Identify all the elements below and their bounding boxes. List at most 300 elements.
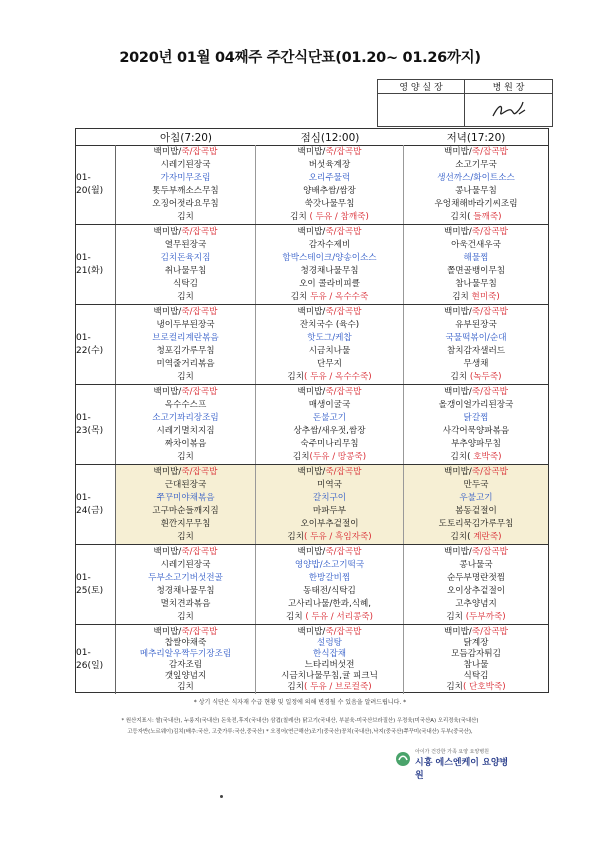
menu-item-text: 아욱건새우국 xyxy=(451,240,501,251)
menu-item-text: 메추리알우짝두기장조림 xyxy=(139,648,232,659)
menu-item-text: 죽 xyxy=(181,387,190,398)
menu-item-text: 김치 xyxy=(450,371,470,382)
menu-item xyxy=(313,649,346,659)
menu-item-text: 국물떡볶이/순대 xyxy=(445,333,507,344)
menu-item-text: 김치( xyxy=(450,211,474,222)
menu-item-text: /잡곡밥 xyxy=(333,387,362,398)
breakfast-cell xyxy=(116,145,256,224)
menu-item xyxy=(464,253,489,263)
menu-item-text: 부추양파무침 xyxy=(451,438,501,449)
menu-item-text: 죽 xyxy=(181,547,190,558)
menu-item-text: 핫도그/케찹 xyxy=(307,333,352,344)
menu-item-text: 감자조림 xyxy=(168,660,203,671)
approval-box xyxy=(377,79,553,127)
menu-item-text: 죽 xyxy=(325,626,334,637)
menu-item xyxy=(288,599,371,609)
menu-item-text: 죽 xyxy=(325,467,334,478)
day-date: 01-26(일) xyxy=(76,625,116,694)
hospital-logo xyxy=(395,748,515,781)
dietitian-signature-cell xyxy=(378,94,465,126)
menu-item-text: /잡곡밥 xyxy=(333,467,362,478)
menu-item xyxy=(300,519,358,529)
menu-item-text: 백미밥/ xyxy=(297,147,326,158)
menu-item-text: 참치감자샐러드 xyxy=(446,345,506,356)
header-dinner: 저녁(17:20) xyxy=(446,131,506,144)
dinner-cell xyxy=(404,225,548,304)
lunch-cell xyxy=(256,145,404,224)
page-title: 2020년 01월 04째주 주간식단표(01.20~ 01.26까지) xyxy=(119,50,481,66)
menu-item xyxy=(444,627,508,637)
day-date: 01-20(월) xyxy=(76,145,116,224)
menu-item xyxy=(309,573,351,583)
origin-line-2: 고등자반(노르웨이)김치(배추:국산, 고춧가루:국산,중국산) * 오징어(연근해산)조기(중국산)꽁치(국내산),낙지(중국산)쭈꾸미(국내산) 두부(중국산), xyxy=(127,729,473,735)
menu-item-text: 백미밥/ xyxy=(444,626,472,637)
menu-item xyxy=(447,573,505,583)
menu-item-text: 백미밥/ xyxy=(153,626,182,637)
menu-item-text: (두유 / 땅콩죽) xyxy=(309,451,367,462)
menu-item-text: 양배추쌈/쌈장 xyxy=(303,185,356,196)
menu-item-text: 올갱이얼가리된장국 xyxy=(438,400,514,411)
menu-item-text: 유부된장국 xyxy=(455,320,497,331)
menu-item xyxy=(444,307,508,317)
day-date: 01-21(화) xyxy=(76,225,116,304)
menu-item-text: 김치 xyxy=(177,682,194,693)
menu-item-text: 잔치국수 (육수) xyxy=(299,320,360,331)
menu-item-text: 죽 xyxy=(181,307,190,318)
menu-item-text: ( 두유 / 옥수수죽) xyxy=(304,371,372,382)
menu-item-text: 백미밥/ xyxy=(153,227,182,238)
menu-item xyxy=(298,227,362,237)
menu-item-text: 백미밥/ xyxy=(444,467,472,478)
menu-item-text: 김치돈육지짐 xyxy=(160,253,211,264)
menu-item xyxy=(154,467,218,477)
menu-item-text: 쑥갓나물무침 xyxy=(304,198,355,209)
menu-item-text: 들깨죽) xyxy=(473,211,502,222)
menu-item xyxy=(154,547,218,557)
menu-item xyxy=(298,147,362,157)
menu-item xyxy=(459,560,492,570)
menu-item-text: 김치 xyxy=(287,682,304,693)
day-meals xyxy=(116,305,548,384)
menu-item xyxy=(434,199,517,209)
menu-item xyxy=(169,660,202,670)
menu-item xyxy=(156,586,214,596)
change-notice: * 상기 식단은 식자재 수급 현황 및 일정에 의해 변경될 수 있음을 알려드립니다. * xyxy=(193,699,407,706)
menu-item xyxy=(447,346,505,356)
menu-item-text: 근대된장국 xyxy=(164,480,207,491)
day-row xyxy=(76,545,548,625)
header-lunch: 점심(12:00) xyxy=(300,131,360,144)
menu-item-text: 오징어젓라요무침 xyxy=(152,198,219,209)
menu-item xyxy=(165,266,207,276)
dietitian-label: 영 양 실 장 xyxy=(378,80,465,94)
hospital-slogan: 아이가 건강한 가족 요양 요양병원 xyxy=(415,749,489,755)
menu-item xyxy=(140,649,231,659)
menu-item xyxy=(290,212,369,222)
menu-item xyxy=(446,682,505,692)
menu-item xyxy=(444,147,508,157)
menu-item xyxy=(313,413,346,423)
menu-item xyxy=(451,532,502,542)
menu-item xyxy=(287,532,371,542)
menu-item-text: 해물찜 xyxy=(463,253,489,264)
menu-item xyxy=(165,480,207,490)
menu-item xyxy=(455,279,497,289)
day-meals xyxy=(116,625,548,694)
menu-item-text: /잡곡밥 xyxy=(480,307,508,318)
menu-item-text: /잡곡밥 xyxy=(480,467,508,478)
menu-item-text: 현미죽) xyxy=(471,291,500,302)
menu-item xyxy=(156,426,214,436)
menu-item-text: 계란죽) xyxy=(473,531,502,542)
menu-item-text: 갯잎양념지 xyxy=(164,671,207,682)
menu-item xyxy=(451,240,501,250)
menu-item-text: /잡곡밥 xyxy=(189,147,218,158)
menu-item-text: 동태전/식탁김 xyxy=(303,585,356,596)
menu-item xyxy=(300,320,359,330)
menu-item xyxy=(313,506,346,516)
menu-item xyxy=(305,660,355,670)
menu-item xyxy=(152,333,218,343)
menu-item-text: 김치 xyxy=(177,451,194,462)
menu-item-text: 멸치견과볶음 xyxy=(160,598,211,609)
menu-item-text: 소고기무국 xyxy=(455,160,497,171)
lunch-cell xyxy=(256,465,404,544)
menu-item-text: 시레기된장국 xyxy=(160,160,211,171)
menu-item-text: 우불고기 xyxy=(459,493,493,504)
menu-item xyxy=(455,160,497,170)
menu-item xyxy=(293,426,365,436)
breakfast-cell xyxy=(116,385,256,464)
menu-item-text: 백미밥/ xyxy=(297,547,326,558)
lunch-cell xyxy=(256,305,404,384)
menu-item xyxy=(464,638,489,648)
menu-item-text: /잡곡밥 xyxy=(480,147,508,158)
menu-item-text: 김치 xyxy=(452,291,472,302)
menu-item-text: 냉이두부된장국 xyxy=(156,320,215,331)
menu-item xyxy=(455,320,497,330)
menu-item-text: ( 두유 / 브로컬죽) xyxy=(304,682,372,693)
menu-item-text: 모듬감자튀김 xyxy=(451,648,501,659)
menu-item-text: 김치 xyxy=(286,611,306,622)
menu-item xyxy=(444,227,508,237)
menu-item-text: /잡곡밥 xyxy=(333,227,362,238)
menu-item-text: 생선까스/화이트소스 xyxy=(437,173,515,184)
menu-item-text: 백미밥/ xyxy=(153,387,182,398)
menu-item-text: 시금치나물 xyxy=(308,345,351,356)
menu-item-text: 소고기꽈리장조림 xyxy=(152,413,219,424)
menu-item xyxy=(446,612,505,622)
day-row xyxy=(76,305,548,385)
menu-item-text: (두부까죽) xyxy=(465,611,506,622)
dinner-cell xyxy=(404,545,548,624)
menu-item xyxy=(177,452,194,462)
menu-item-text: 열무된장국 xyxy=(164,240,207,251)
menu-item xyxy=(165,400,207,410)
menu-item-text: 김치 xyxy=(177,611,194,622)
menu-item-text: /잡곡밥 xyxy=(480,387,508,398)
day-meals xyxy=(116,385,548,464)
menu-item xyxy=(148,573,223,583)
dinner-cell xyxy=(404,465,548,544)
menu-item-text: 식탁김 xyxy=(173,278,198,289)
menu-item-text: 감자수제비 xyxy=(308,240,351,251)
menu-item-text: 쫄면골뱅이무침 xyxy=(446,265,506,276)
day-date: 01-23(목) xyxy=(76,385,116,464)
menu-item xyxy=(439,400,514,410)
header-date xyxy=(76,129,116,145)
menu-item-text: /잡곡밥 xyxy=(480,626,508,637)
menu-item xyxy=(152,506,218,516)
menu-item-text: /잡곡밥 xyxy=(333,626,362,637)
day-row xyxy=(76,465,548,545)
menu-item xyxy=(295,560,364,570)
menu-item xyxy=(287,682,371,692)
menu-item xyxy=(298,467,362,477)
menu-item xyxy=(156,320,214,330)
menu-item xyxy=(161,173,211,183)
menu-item-text: 단무지 xyxy=(317,358,342,369)
menu-item xyxy=(455,186,497,196)
menu-item xyxy=(309,173,351,183)
menu-item-text: 백미밥/ xyxy=(444,547,472,558)
menu-item xyxy=(177,532,194,542)
menu-item-text: 김치( xyxy=(450,451,474,462)
menu-item-text: 설렁탕 xyxy=(317,637,342,648)
menu-item-text: 죽 xyxy=(471,626,481,637)
menu-item-text: 상추쌈/새우젓,쌈장 xyxy=(293,425,366,436)
menu-item-text: 백미밥/ xyxy=(297,387,326,398)
menu-item xyxy=(444,387,508,397)
director-signature-cell xyxy=(465,94,552,126)
menu-item xyxy=(152,186,218,196)
menu-item xyxy=(165,240,207,250)
menu-item-text: 가자미무조림 xyxy=(160,173,211,184)
menu-item xyxy=(464,359,489,369)
menu-item xyxy=(464,671,489,681)
menu-item-text: 두유 / 옥수수죽 xyxy=(310,291,369,302)
menu-item-text: 도토리묵김가루무침 xyxy=(438,518,514,529)
menu-item-text: /잡곡밥 xyxy=(189,547,218,558)
menu-item-text: 오이 콜라비피클 xyxy=(299,278,360,289)
menu-item-text: 취나물무침 xyxy=(164,265,207,276)
menu-item xyxy=(464,413,489,423)
menu-item-text: /잡곡밥 xyxy=(189,467,218,478)
menu-item xyxy=(177,372,194,382)
menu-item xyxy=(445,333,506,343)
menu-item xyxy=(455,599,497,609)
menu-item-text: 미역국 xyxy=(317,480,342,491)
day-row xyxy=(76,625,548,694)
menu-item xyxy=(317,638,342,648)
lunch-cell xyxy=(256,625,404,694)
menu-item-text: 죽 xyxy=(181,467,190,478)
menu-item-text: 백미밥/ xyxy=(297,467,326,478)
menu-item xyxy=(439,519,514,529)
menu-item xyxy=(152,199,218,209)
menu-item-text: 김치 xyxy=(292,451,310,462)
lunch-cell xyxy=(256,545,404,624)
menu-item-text: 영양밥/소고기떡국 xyxy=(294,560,365,571)
menu-item-text: 죽 xyxy=(325,307,334,318)
menu-item xyxy=(451,439,501,449)
menu-item-text: 백미밥/ xyxy=(444,387,472,398)
menu-item xyxy=(451,452,502,462)
menu-item-text: 닭계장 xyxy=(463,637,489,648)
menu-item xyxy=(303,586,356,596)
menu-item xyxy=(177,682,194,692)
dinner-cell xyxy=(404,625,548,694)
menu-item-text: 흰깐지무무침 xyxy=(160,518,211,529)
menu-item-text: 김치 xyxy=(177,531,194,542)
dinner-cell xyxy=(404,385,548,464)
menu-item xyxy=(444,547,508,557)
menu-item-text: 옥수수스프 xyxy=(164,400,207,411)
menu-item xyxy=(447,266,505,276)
menu-item-text: 죽 xyxy=(471,227,481,238)
menu-item xyxy=(165,439,207,449)
dinner-cell xyxy=(404,305,548,384)
menu-item-text: 백미밥/ xyxy=(444,227,472,238)
menu-item-text: 돈불고기 xyxy=(312,413,347,424)
menu-item-text: /잡곡밥 xyxy=(333,307,362,318)
menu-item-text: /잡곡밥 xyxy=(480,547,508,558)
menu-item-text: 한식잡채 xyxy=(312,648,347,659)
breakfast-cell xyxy=(116,305,256,384)
menu-item-text: ( 두유 / 참깨죽) xyxy=(309,211,369,222)
menu-item-text: 사각어묵양파볶음 xyxy=(442,425,510,436)
day-meals xyxy=(116,145,548,224)
menu-item-text: 죽 xyxy=(471,467,481,478)
menu-item xyxy=(152,413,218,423)
menu-item-text: 식탁김 xyxy=(463,671,489,682)
menu-item-text: /잡곡밥 xyxy=(333,147,362,158)
menu-item xyxy=(287,372,371,382)
menu-item-text: 브로컬리계란볶음 xyxy=(152,333,219,344)
menu-item xyxy=(154,227,218,237)
menu-item-text: 김치 xyxy=(290,211,310,222)
menu-item-text: 오이부추겉절이 xyxy=(300,518,359,529)
day-row xyxy=(76,385,548,465)
menu-item-text: /잡곡밥 xyxy=(189,307,218,318)
menu-item xyxy=(154,147,218,157)
menu-item xyxy=(305,199,355,209)
menu-item-text: /잡곡밥 xyxy=(480,227,508,238)
menu-item-text: 청경채나물무침 xyxy=(156,585,215,596)
menu-item xyxy=(307,333,351,343)
lunch-cell xyxy=(256,225,404,304)
menu-item xyxy=(161,560,211,570)
menu-item xyxy=(455,506,497,516)
menu-item xyxy=(161,253,211,263)
menu-item-text: 버섯육계장 xyxy=(308,160,351,171)
menu-item xyxy=(309,346,351,356)
menu-item-text: 호박죽) xyxy=(473,451,502,462)
menu-item-text: 죽 xyxy=(181,626,190,637)
menu-item xyxy=(451,212,502,222)
menu-item xyxy=(282,253,376,263)
menu-item xyxy=(281,671,378,681)
menu-item-text: /잡곡밥 xyxy=(189,387,218,398)
menu-item xyxy=(298,307,362,317)
menu-item-text: 김치 xyxy=(287,371,304,382)
menu-item xyxy=(298,387,362,397)
menu-item-text: 봄동겉절이 xyxy=(455,505,497,516)
menu-item-text: /잡곡밥 xyxy=(189,227,218,238)
menu-item xyxy=(298,547,362,557)
menu-item xyxy=(464,660,489,670)
menu-item-text: 참나물무침 xyxy=(455,278,497,289)
menu-item-text: 톳두부깨소스무침 xyxy=(152,185,219,196)
menu-item-text: 백미밥/ xyxy=(297,307,326,318)
menu-item xyxy=(317,480,342,490)
lunch-cell xyxy=(256,385,404,464)
menu-item-text: 백미밥/ xyxy=(153,307,182,318)
menu-item-text: 갈치구이 xyxy=(312,493,347,504)
menu-item xyxy=(161,519,211,529)
day-meals xyxy=(116,465,548,544)
origin-line-1: * 원산지표시: 쌀(국내산), 누룽지(국내산) 돈육전,후지(국내산) 삼겹(칠레산) 닭고기(국내산, 부분육-미국산브라질산) 우정육(미국산A) 오리정육(국내산) xyxy=(121,718,479,724)
menu-item-text: 만두국 xyxy=(463,480,489,491)
menu-item xyxy=(452,292,500,302)
menu-item-text: 고추양념지 xyxy=(455,598,497,609)
menu-item xyxy=(177,612,194,622)
menu-item xyxy=(313,493,346,503)
menu-item-text: ( 두유 / 흑임자죽) xyxy=(304,531,372,542)
menu-item xyxy=(309,240,351,250)
menu-item xyxy=(156,346,214,356)
menu-item-text: 참나물 xyxy=(463,660,489,671)
menu-item-text: 미역줄거리볶음 xyxy=(156,358,215,369)
menu-item-text: 고구마순들깨지짐 xyxy=(152,505,219,516)
menu-item-text: /잡곡밥 xyxy=(333,547,362,558)
menu-item-text: ( 단호박죽) xyxy=(462,682,506,693)
header-breakfast: 아침(7:20) xyxy=(159,131,213,144)
breakfast-cell xyxy=(116,625,256,694)
menu-item-text: 한방갈비찜 xyxy=(308,573,351,584)
menu-item-text: (녹두죽) xyxy=(469,371,502,382)
menu-item xyxy=(447,586,505,596)
menu-item xyxy=(309,400,351,410)
menu-item-text: 김치 xyxy=(287,531,304,542)
dinner-cell xyxy=(404,145,548,224)
menu-item-text: 김치 xyxy=(177,371,194,382)
weekly-menu-table xyxy=(75,128,549,693)
menu-item xyxy=(464,480,489,490)
menu-item-text: 죽 xyxy=(471,547,481,558)
menu-item-text: 느타리버섯전 xyxy=(304,660,355,671)
menu-item xyxy=(303,186,356,196)
menu-item-text: ( 두유 / 서리콩죽) xyxy=(305,611,373,622)
menu-item xyxy=(443,426,509,436)
day-meals xyxy=(116,225,548,304)
hospital-name: 시흥 에스엔케이 요양병원 xyxy=(415,758,509,781)
menu-item xyxy=(177,292,194,302)
menu-item-text: 무생채 xyxy=(463,358,489,369)
director-label: 병 원 장 xyxy=(465,80,552,94)
menu-item-text: 죽 xyxy=(325,227,334,238)
menu-item-text: 청포김가루무침 xyxy=(156,345,215,356)
menu-item-text: 시레기된장국 xyxy=(160,560,211,571)
hospital-logo-icon xyxy=(395,751,411,767)
menu-item xyxy=(298,627,362,637)
menu-item-text: 두부소고기버섯전골 xyxy=(148,573,223,584)
menu-item xyxy=(299,279,360,289)
menu-item-text: 순두부명란젓찜 xyxy=(446,573,506,584)
menu-item xyxy=(154,387,218,397)
day-date: 01-22(수) xyxy=(76,305,116,384)
menu-item-text: 콩나물국 xyxy=(459,560,493,571)
